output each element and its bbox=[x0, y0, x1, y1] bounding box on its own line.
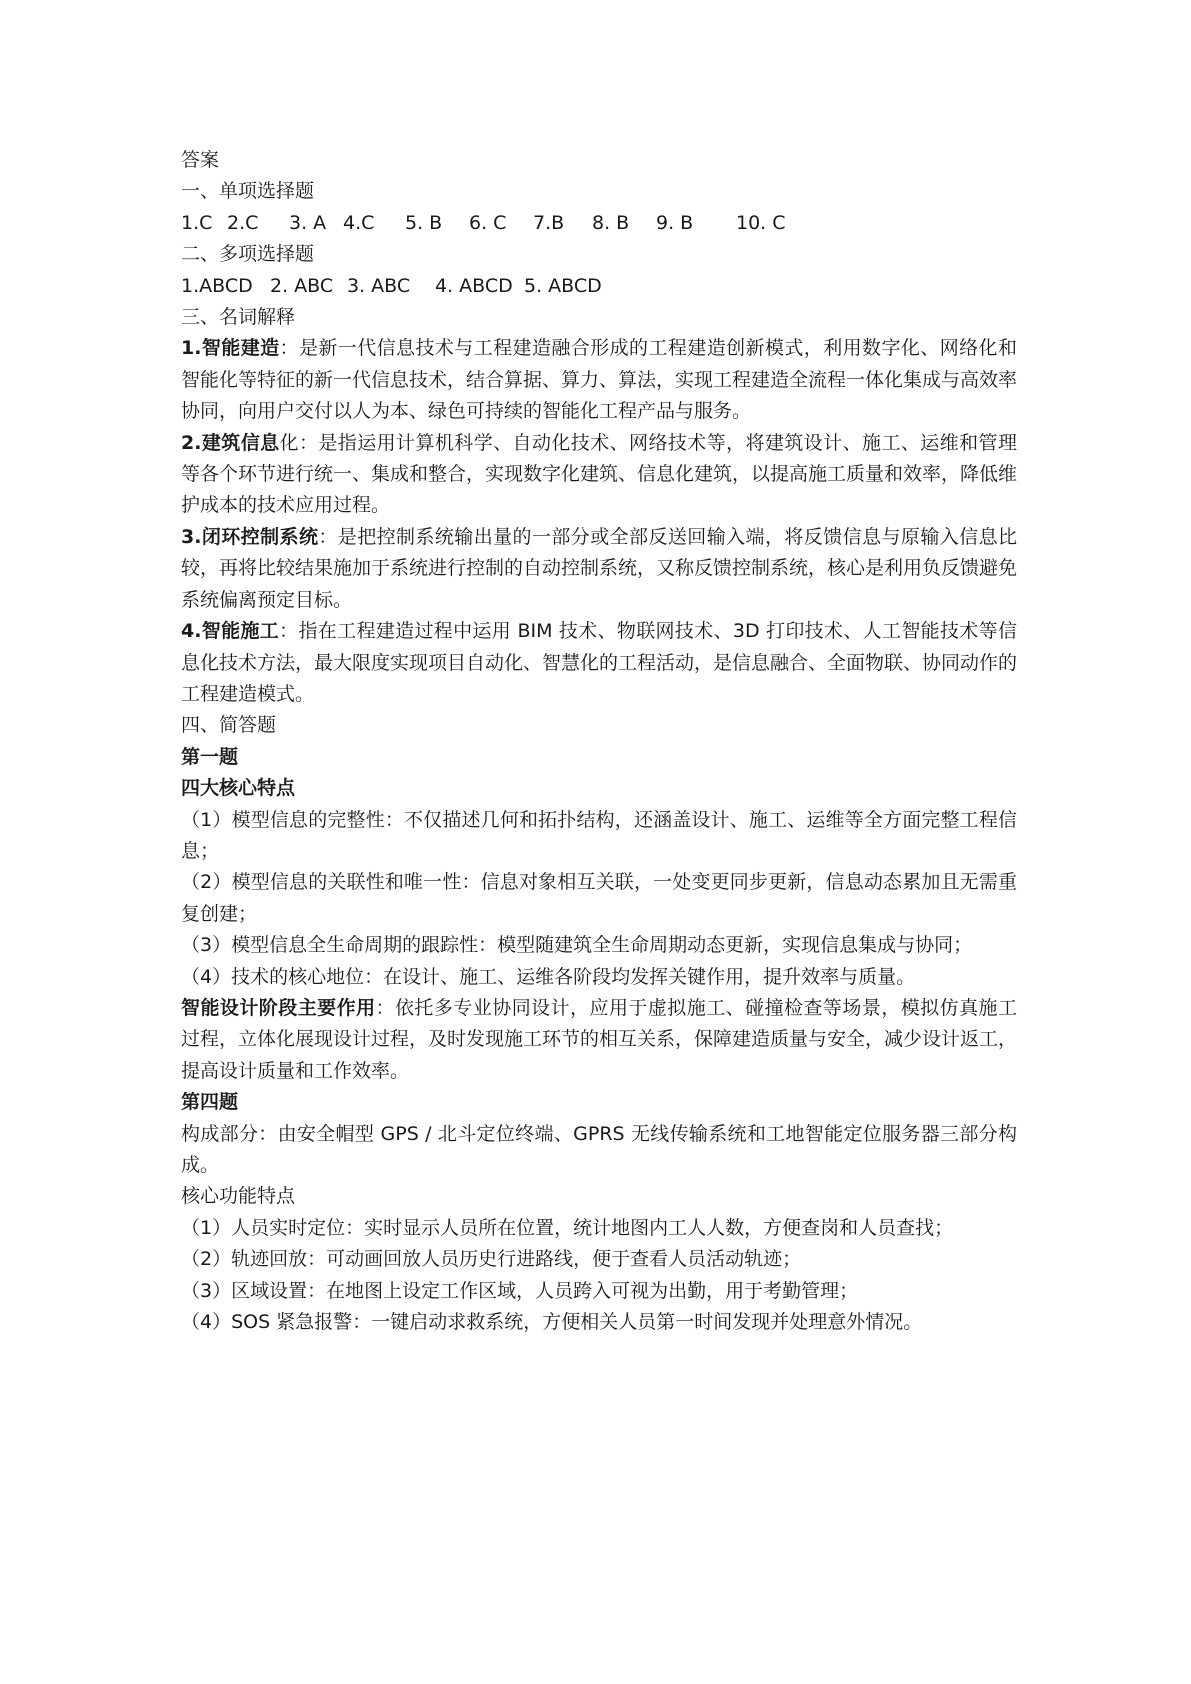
function-item: （3）区域设置：在地图上设定工作区域，人员跨入可视为出勤，用于考勤管理； bbox=[181, 1279, 859, 1302]
term-text: ：是新一代信息技术与工程建造融合形成的工程建造创新模式，利用数字化、网络化和智能化等特征的新一代信息技术，结合算据、算力、算法，实现工程建造全流程一体化集成与高效率协同，向用户交付以人为本、绿色可持续的智能化工程产品与服务。 bbox=[181, 337, 1018, 423]
term-label: 1.智能建造 bbox=[181, 337, 280, 360]
function-item: （4）SOS 紧急报警：一键启动求救系统，方便相关人员第一时间发现并处理意外情况。 bbox=[181, 1311, 923, 1334]
question1-subtitle: 四大核心特点 bbox=[181, 777, 296, 800]
term-text: 化：是指运用计算机科学、自动化技术、网络技术等，将建筑设计、施工、运维和管理等各个环节进行统一、集成和整合，实现数字化建筑、信息化建筑，以提高施工质量和效率，降低维护成本的技术应用过程。 bbox=[181, 431, 1018, 517]
answer-item: 1.ABCD bbox=[181, 274, 253, 297]
answer-item: 4.C bbox=[343, 211, 375, 234]
design-role-label: 智能设计阶段主要作用 bbox=[181, 996, 376, 1019]
term-definition bbox=[181, 616, 1017, 710]
answer-item: 6. C bbox=[469, 211, 507, 234]
section1-heading: 一、单项选择题 bbox=[181, 180, 315, 203]
answer-item: 5. ABCD bbox=[524, 274, 602, 297]
answer-item: 7.B bbox=[533, 211, 565, 234]
term-text: ：指在工程建造过程中运用 BIM 技术、物联网技术、3D 打印技术、人工智能技术等信息化技术方法，最大限度实现项目自动化、智慧化的工程活动，是信息融合、全面物联、协同动作的工程建造模式。 bbox=[181, 620, 1018, 705]
question4-title: 第四题 bbox=[181, 1091, 239, 1114]
document-body bbox=[181, 145, 1017, 1338]
function-item: （2）轨迹回放：可动画回放人员历史行进路线，便于查看人员活动轨迹； bbox=[181, 1248, 802, 1271]
answer-item: 4. ABCD bbox=[435, 274, 513, 297]
term-label: 4.智能施工 bbox=[181, 620, 280, 643]
question1-title: 第一题 bbox=[181, 745, 239, 768]
single-choice-answers bbox=[181, 208, 1017, 239]
composition-paragraph: 构成部分：由安全帽型 GPS / 北斗定位终端、GPRS 无线传输系统和工地智能定位服务器三部分构成。 bbox=[181, 1122, 1017, 1176]
feature-item: （3）模型信息全生命周期的跟踪性：模型随建筑全生命周期动态更新，实现信息集成与协同； bbox=[181, 934, 973, 957]
feature-item: （4）技术的核心地位：在设计、施工、运维各阶段均发挥关键作用，提升效率与质量。 bbox=[181, 965, 916, 988]
term-definition bbox=[181, 428, 1017, 522]
term-text: ：是把控制系统输出量的一部分或全部反送回输入端，将反馈信息与原输入信息比较，再将比较结果施加于系统进行控制的自动控制系统，又称反馈控制系统，核心是利用负反馈避免系统偏离预定目标。 bbox=[181, 525, 1018, 611]
term-label: 2.建筑信息 bbox=[181, 431, 280, 454]
section2-heading: 二、多项选择题 bbox=[181, 243, 315, 266]
feature-item: （2）模型信息的关联性和唯一性：信息对象相互关联，一处变更同步更新，信息动态累加且无需重复创建； bbox=[181, 871, 1017, 925]
term-label: 3.闭环控制系统 bbox=[181, 525, 319, 548]
design-role-text: ：依托多专业协同设计，应用于虚拟施工、碰撞检查等场景，模拟仿真施工过程，立体化展现设计过程，及时发现施工环节的相互关系，保障建造质量与安全，减少设计返工，提高设计质量和工作效率。 bbox=[181, 996, 1018, 1082]
answer-item: 3. ABC bbox=[347, 274, 411, 297]
term-definition bbox=[181, 333, 1017, 427]
answer-item: 1.C bbox=[181, 211, 213, 234]
answer-item: 2.C bbox=[227, 211, 259, 234]
answer-item: 10. C bbox=[736, 211, 786, 234]
design-role-paragraph bbox=[181, 993, 1017, 1087]
section3-heading: 三、名词解释 bbox=[181, 306, 296, 329]
answer-item: 9. B bbox=[656, 211, 694, 234]
multiple-choice-answers bbox=[181, 271, 1017, 302]
doc-title: 答案 bbox=[181, 149, 220, 171]
function-item: （1）人员实时定位：实时显示人员所在位置，统计地图内工人人数，方便查岗和人员查找； bbox=[181, 1216, 954, 1239]
features-heading: 核心功能特点 bbox=[181, 1185, 296, 1208]
answer-item: 2. ABC bbox=[270, 274, 334, 297]
answer-item: 3. A bbox=[289, 211, 327, 234]
section4-heading: 四、简答题 bbox=[181, 714, 277, 737]
answer-item: 8. B bbox=[592, 211, 630, 234]
feature-item: （1）模型信息的完整性：不仅描述几何和拓扑结构，还涵盖设计、施工、运维等全方面完整工程信息； bbox=[181, 808, 1017, 862]
term-definition bbox=[181, 522, 1017, 616]
answer-item: 5. B bbox=[405, 211, 443, 234]
